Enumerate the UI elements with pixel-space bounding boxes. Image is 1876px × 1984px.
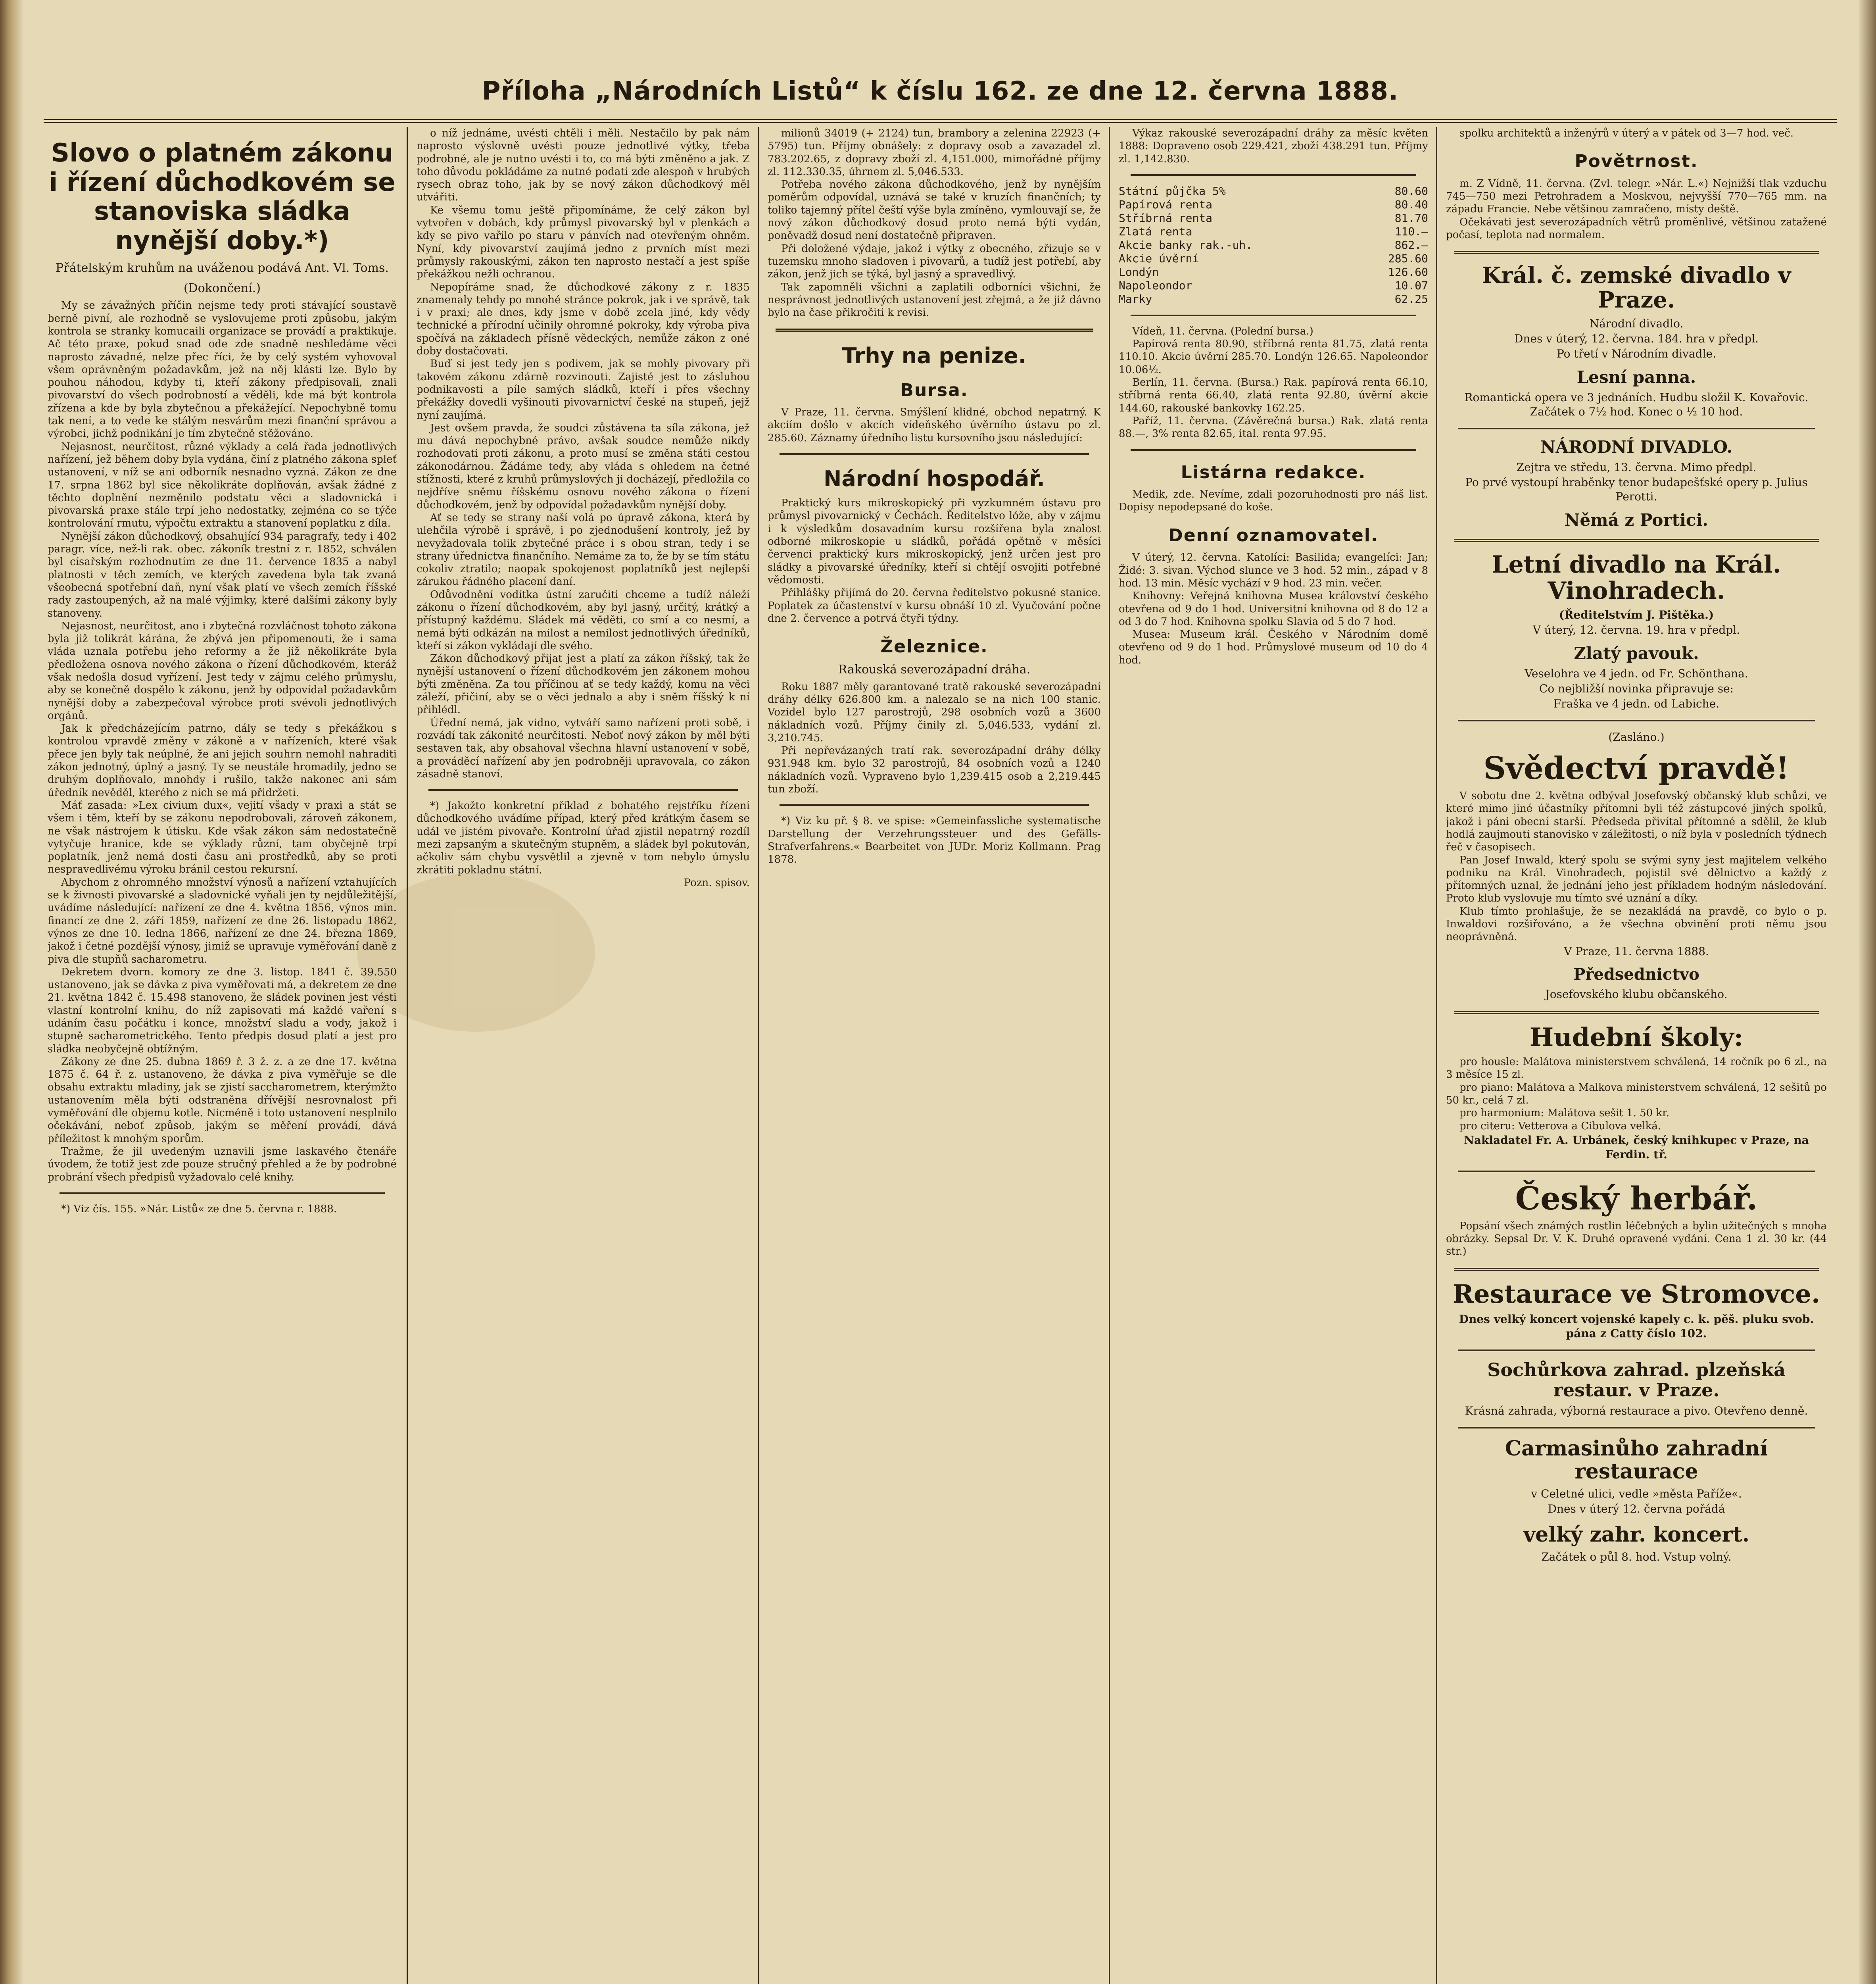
- notice-text: V sobotu dne 2. května odbýval Josefovský občanský klub schůzi, ve které mimo jiné účastníky přítomni byli též zástupcové jiných spolků, jakož i páni obecní starší. Předseda přivítal přítomné a sdělil, že klub hodlá zaujmouti stanovisko v záležitosti, o níž byla v posledních týdnech řeč v časopisech.: [1446, 790, 1827, 854]
- column-4: [1119, 127, 1428, 1984]
- article-paragraph: Dekretem dvorn. komory ze dne 3. listop. 1841 č. 39.550 ustanoveno, jak se dávka z piva vyměřovati má, a dekretem ze dne 21. května 1842 č. 15.498 stanoveno, že sládek povinen jest vésti vlastní kontrolní knihu, do níž zapisovati má každé vaření s udáním času počátku i konce, množství sladu a vody, jakož i stupně sacharometrického. Tento předpis dosud platí a jest pro sládka neobyčejně obtížným.: [48, 966, 397, 1055]
- ad-text: Krásná zahrada, výborná restaurace a pivo. Otevřeno denně.: [1465, 1404, 1808, 1418]
- newspaper-header: [44, 67, 1837, 123]
- exchange-rate-label: Marky: [1119, 292, 1152, 306]
- column-2: [417, 127, 750, 1984]
- section-divider: [1458, 1171, 1815, 1172]
- exchange-rate-value: 80.40: [1394, 198, 1428, 211]
- bursa-report: Berlín, 11. června. (Bursa.) Rak. papírová renta 66.10, stříbrná renta 66.40, zlatá renta 92.80, úvěrní akcie 144.60, rakouské bankovky 162.25.: [1119, 377, 1428, 414]
- exchange-rate-value: 285.60: [1388, 252, 1428, 265]
- notice-text: Klub tímto prohlašuje, že se nezakládá na pravdě, co bylo o p. Inwaldovi rozšiřováno, a že všechna obvinění proti němu jsou neoprávněná.: [1446, 905, 1827, 943]
- article-paragraph: milionů 34019 (+ 2124) tun, brambory a zelenina 22923 (+ 5795) tun. Příjmy obnášely: z dopravy osob a zavazadel zl. 783.202.65, z dopravy zboží zl. 4,151.000, mimořádné příjmy zl. 112.330.35, úhrnem zl. 5,046.533.: [768, 127, 1101, 178]
- article-continued: (Dokončení.): [183, 281, 261, 296]
- column-rule: [1109, 127, 1110, 1984]
- notice-text: Pan Josef Inwald, který spolu se svými syny jest majitelem velkého podniku na Král. Vinohradech, pojistil své dělnictvo a každý z přítomných uznal, že jednání jeho jest příkladem hodným následování. Proto klub vyslovuje mu tímto své uznání a díky.: [1446, 854, 1827, 905]
- ad-headline: Český herbář.: [1515, 1179, 1758, 1217]
- section-divider: [1454, 251, 1819, 254]
- theatre-line: Po prvé vystoupí hraběnky tenor budapešťské opery p. Julius Perotti.: [1465, 475, 1808, 503]
- exchange-rate-label: Londýn: [1119, 265, 1159, 279]
- column-1: [48, 127, 397, 1984]
- exchange-rate-row: [1119, 238, 1428, 252]
- exchange-rate-value: 862.—: [1394, 238, 1428, 252]
- article-paragraph: o níž jednáme, uvésti chtěli i měli. Nestačilo by pak nám naprosto výslovně uvésti pouze jednotlivé výtky, třeba podrobné, ale je nutno uvésti i to, co má býti změněno a jak. Z toho důvodu pokládáme za nutné podati zde alespoň v hrubých rysech obraz toho, jak by se nový zákon důchodkový měl utvářiti.: [417, 127, 750, 204]
- article-paragraph: Tak zapomněli všichni a zaplatili odborníci všichni, že nesprávnost jednotlivých ustanovení jest zřejmá, a že již dávno bylo na čase přikročiti k revisi.: [768, 281, 1101, 319]
- article-byline: Přátelským kruhům na uváženou podává Ant. Vl. Toms.: [56, 261, 389, 275]
- article-paragraph: Nynější zákon důchodkový, obsahující 934 paragrafy, tedy i 402 paragr. více, než-li rak. obec. zákoník trestní z r. 1852, schválen byl císařským rozhodnutím ze dne 11. července 1835 a nabyl platnosti v těch zemích, ve kterých zavedena byla tak zvaná všeobecná spotřební daň, nyní však platí ve všech zemích říšské rady zastoupených, až na malé výjimky, které dalšími zákony byly stanoveny.: [48, 530, 397, 619]
- article-paragraph: Zákony ze dne 25. dubna 1869 ř. 3 ž. z. a ze dne 17. května 1875 č. 64 ř. z. ustanoveno, že dávka z piva vyměřuje se dle obsahu extraktu mladiny, jak se zjistí saccharometrem, kterýmžto ustanovením měla býti odstraněna dřívější nesrovnalost při vyměřování dle objemu kotle. Nicméně i toto ustanovení nesplnilo očekávání, neboť způsob, jakým se měření provádí, dává příležitost k mnohým sporům.: [48, 1055, 397, 1145]
- article-paragraph: Roku 1887 měly garantované tratě rakouské severozápadní dráhy délky 626.800 km. a nalezalo se na nich 100 stanic. Vozidel bylo 127 parostrojů, 298 osobních vozů a 3600 nákladních vozů. Příjmy činily zl. 5,046.533, vydání zl. 3,210.745.: [768, 681, 1101, 744]
- ad-text: pro harmonium: Malátova sešit 1. 50 kr.: [1459, 1107, 1670, 1119]
- theatre-subtitle: (Ředitelstvím J. Pištěka.): [1559, 608, 1714, 622]
- theatre-line: V úterý, 12. června. 19. hra v předpl.: [1532, 623, 1740, 637]
- article-paragraph: Při doložené výdaje, jakož i výtky z obecného, zřizuje se v tuzemsku mnoho sladoven i pivovarů, a tudíž jest potřebí, aby zákon, jenž jich se týká, byl jasný a spravedlivý.: [768, 242, 1101, 281]
- header-title: Příloha „Národních Listů“ k číslu 162. ze dne 12. června 1888.: [482, 77, 1399, 106]
- column-3: [768, 127, 1101, 1984]
- column-rule: [758, 127, 759, 1984]
- notice-place-date: V Praze, 11. června 1888.: [1564, 944, 1709, 958]
- notice-text: spolku architektů a inženýrů v úterý a v pátek od 3—7 hod. več.: [1459, 127, 1794, 139]
- theatre-title: Letní divadlo na Král. Vinohradech.: [1492, 551, 1781, 605]
- article-paragraph: Knihovny: Veřejná knihovna Musea království českého otevřena od 9 do 1 hod. Universitní knihovna od 8 do 12 a od 3 do 7 hod. Knihovna spolku Slavia od 5 do 7 hod.: [1119, 590, 1428, 628]
- section-title-railways: Železnice.: [880, 636, 988, 657]
- section-title-editorial: Listárna redakce.: [1181, 462, 1366, 483]
- ad-text: pro citeru: Vetterova a Cibulova velká.: [1459, 1120, 1661, 1132]
- article-paragraph: Tražme, že jil uvedeným uznavili jsme laskavého čtenáře úvodem, že totiž jest zde pouze stručný přehled a že by podrobné probrání všech předpisů vyžadovalo celé knihy.: [48, 1145, 397, 1183]
- exchange-rate-row: [1119, 211, 1428, 225]
- exchange-rate-label: Stříbrná renta: [1119, 211, 1213, 225]
- article-paragraph: Ke všemu tomu ještě připomínáme, že celý zákon byl vytvořen v dobách, kdy průmysl pivovarský byl v plenkách a kdy se pivo vařilo po staru v pánvích nad otevřeným ohněm. Nyní, kdy pivovarství zaujímá jedno z prvních míst mezi průmysly rakouskými, zákon ten naprosto nestačí a jest spíše překážkou nežli ochranou.: [417, 204, 750, 281]
- theatre-line: Zejtra ve středu, 13. června. Mimo předpl.: [1516, 460, 1757, 474]
- article-paragraph: Máť zasada: »Lex civium dux«, vejití všady v praxi a stát se všem i těm, kteří by se zákonu nepodrobovali, zároveň zákonem, ne však nástrojem k útisku. Kde však zákon sám nedostatečně vytyčuje hranice, kde se výklady různí, tam obyčejně trpí poplatník, jenž nemá dosti času ani prostředků, aby se proti nespravedlivému výroku bránil cestou rekursní.: [48, 799, 397, 876]
- exchange-rate-row: [1119, 252, 1428, 265]
- section-divider: [1454, 539, 1819, 542]
- article-paragraph: My se závažných příčin nejsme tedy proti stávající soustavě berně pivní, ale rozhodně se vyslovujeme proti způsobu, jakým kontrola se stranky komucaili organizace se provádí a praktikuje. Ač této praxe, pokud snad ode zde snadně neshledáme věci naprosto závadné, nelze přec říci, že by celý systém vyhovoval všem oprávněným požadavkům, jež na něj klásti lze. Bylo by pouhou náhodou, kdyby ti, kteří zákony předpisovali, znali pivovarství do všech podrobností a věděli, kde má být kontrola zřízena a kde by byla zbytečnou a překážející. Nepochybně tomu tak není, a to vede ke stálým nesvárům mezi finanční správou a výrobci, jichž podnikání je tím zbytečně stěžováno.: [48, 300, 397, 440]
- ad-headline: velký zahr. koncert.: [1523, 1522, 1750, 1547]
- article-paragraph: Výkaz rakouské severozápadní dráhy za měsíc květen 1888: Dopraveno osob 229.421, zboží 438.291 tun. Příjmy zl. 1,142.830.: [1119, 127, 1428, 165]
- section-divider: [1131, 174, 1416, 176]
- section-divider: [1458, 1427, 1815, 1428]
- ad-headline: Carmasinůho zahradní restaurace: [1505, 1436, 1768, 1484]
- exchange-rate-value: 62.25: [1394, 292, 1428, 306]
- section-subtitle-bursa: Bursa.: [900, 380, 968, 400]
- weather-text: Očekávati jest severozápadních větrů proměnlivé, většinou zatažené počasí, teplota nad normalem.: [1446, 216, 1827, 241]
- exchange-rate-value: 10.07: [1394, 279, 1428, 292]
- exchange-rate-label: Akcie banky rak.-uh.: [1119, 238, 1253, 252]
- ad-text: Dnes velký koncert vojenské kapely c. k. pěš. pluku svob. pána z Catty číslo 102.: [1459, 1313, 1814, 1340]
- exchange-rate-value: 110.—: [1394, 225, 1428, 238]
- ad-text: Začátek o půl 8. hod. Vstup volný.: [1541, 1550, 1732, 1563]
- article-paragraph: Odůvodnění vodítka ústní zaručiti chceme a tudíž náleží zákonu o řízení důchodkovém, aby byl jasný, určitý, krátký a přístupný každému. Sládek má věděti, co smí a co nesmí, a nemá býti odkázán na milost a nemilost jednotlivých úředníků, kteří si zákon vykládají dle svého.: [417, 588, 750, 652]
- theatre-title: NÁRODNÍ DIVADLO.: [1540, 437, 1733, 457]
- section-divider: [776, 329, 1093, 332]
- theatre-line: Romantická opera ve 3 jednáních. Hudbu složil K. Kovařovic. Začátek o 7½ hod. Konec o ½ 10 hod.: [1464, 390, 1809, 418]
- ad-headline: Sochůrkova zahrad. plzeňská restaur. v Praze.: [1487, 1359, 1786, 1401]
- bursa-report: Paříž, 11. června. (Závěrečná bursa.) Rak. zlatá renta 88.—, 3% renta 82.65, ital. renta 97.95.: [1119, 415, 1428, 440]
- ad-text: Popsání všech známých rostlin léčebných a bylin užitečných s mnoha obrázky. Sepsal Dr. V. K. Druhé opravené vydání. Cena 1 zl. 30 kr. (44 str.): [1446, 1220, 1827, 1258]
- article-paragraph: Medik, zde. Nevíme, zdali pozoruhodnosti pro náš list. Dopisy nepodepsané do koše.: [1119, 488, 1428, 513]
- exchange-rate-row: [1119, 198, 1428, 211]
- footnote: *) Viz ku př. § 8. ve spise: »Gemeinfassliche systematische Darstellung der Verzehrungssteuer und des Gefälls-Strafverfahrens.« Bearbeitet von JUDr. Moriz Kollmann. Prag 1878.: [768, 815, 1101, 866]
- article-paragraph: Musea: Museum král. Českého v Národním domě otevřeno od 9 do 1 hod. Průmyslové museum od 10 do 4 hod.: [1119, 629, 1428, 666]
- exchange-rate-row: [1119, 265, 1428, 279]
- section-divider: [1458, 1350, 1815, 1351]
- article-paragraph: Abychom z ohromného množství výnosů a nařízení vztahujících se k živnosti pivovarské a sladovnické vyňali jen ty nejdůležitější, uvádíme následující: nařízení ze dne 4. května 1856, výnos min. financí ze dne 2. září 1859, nařízení ze dne 26. listopadu 1862, výnos ze dne 10. ledna 1866, nařízení ze dne 24. března 1869, jakož i četné pozdější výnosy, jimiž se upravuje vyměřování daně z piva dle stupňů sacharometru.: [48, 876, 397, 965]
- exchange-rate-label: Zlatá renta: [1119, 225, 1192, 238]
- section-divider: [1131, 449, 1416, 451]
- exchange-rate-label: Napoleondor: [1119, 279, 1192, 292]
- article-paragraph: Ať se tedy se strany naší volá po úpravě zákona, která by ulehčila výrobě i správě, i po zjednodušení kontroly, jež by nevyžadovala tolik zbytečné práce i s obou stran, tedy i se strany úřednictva finančního. Nemáme za to, že by se tím státu cokoliv ztratilo; naopak spokojenost poplatníků jest nejlepší zárukou řádného placení daní.: [417, 511, 750, 588]
- exchange-rate-value: 81.70: [1394, 211, 1428, 225]
- page-left-edge: [0, 0, 24, 1984]
- column-5: [1446, 127, 1827, 1984]
- article-paragraph: Úřední nemá, jak vidno, vytváří samo nařízení proti sobě, i rozvádí tak zákonité neurčitosti. Neboť nový zákon by měl býti sestaven tak, aby obsahoval všechna hlavní ustanovení v sobě, a prováděcí nařízení aby jen podrobněji upravovala, co zákon zásadně stanoví.: [417, 717, 750, 780]
- footnote: *) Jakožto konkretní příklad z bohatého rejstříku řízení důchodkového uvádíme případ, který před krátkým časem se udál ve jistém pivovaře. Kontrolní úřad zjistil nepatrný rozdíl mezi zapsaným a skutečným stupněm, a sládek byl pokutován, ačkoliv sám chybu vysvětlil a zjevně v tom nebylo úmyslu zkrátiti pokladnu státní.: [417, 800, 750, 876]
- article-paragraph: Jest ovšem pravda, že soudci zůstávena ta síla zákona, jež mu dává nepochybné právo, avšak soudce nemůže nikdy rozhodovati proti zákonu, a proto musí se změna státi cestou zákonodárnou. Žádáme tedy, aby vláda s ohledem na četné stížnosti, které z kruhů průmyslových ji docházejí, předložila co nejdříve sněmu říšskému osnovu nového zákona o řízení důchodkovém, jenž by odpovídal požadavkům nynější doby.: [417, 422, 750, 511]
- exchange-rate-label: Papírová renta: [1119, 198, 1213, 211]
- notice-signature: Josefovského klubu občanského.: [1545, 987, 1728, 1001]
- footnote-signature: Pozn. spisov.: [684, 877, 750, 889]
- ad-text: Dnes v úterý 12. června pořádá: [1548, 1502, 1725, 1515]
- exchange-rate-label: Státní půjčka 5%: [1119, 184, 1226, 198]
- exchange-rate-list: [1119, 185, 1428, 306]
- theatre-play: Lesní panna.: [1576, 367, 1696, 387]
- weather-text: m. Z Vídně, 11. června. (Zvl. telegr. »Nár. L.«) Nejnižší tlak vzduchu 745—750 mezi Petrohradem a Moskvou, nejvyšší 770—765 mm. na západu Francie. Nebe většinou zamračeno, místy deště.: [1446, 177, 1827, 215]
- article-paragraph: Jak k předcházejícím patrno, dály se tedy s překážkou s kontrolou vpravdě změny v zákoně a v nařízeních, které však přece jen byly tak neúplné, že ani jejich souhrn nemohl nahraditi zákon jednotný, úplný a jasný. Ty se neustále hromadily, jedno se druhým doplňovalo, mnohdy i rušilo, takže nakonec ani sám úředník nevěděl, kterého z nich se má přidržeti.: [48, 723, 397, 799]
- exchange-rate-label: Akcie úvěrní: [1119, 252, 1199, 265]
- section-title-markets: Trhy na penize.: [842, 343, 1027, 369]
- section-divider: [1458, 720, 1815, 721]
- article-paragraph: Buď si jest tedy jen s podivem, jak se mohly pivovary při takovém zákonu zdárně rozvinouti. Zajisté jest to zásluhou podnikavosti a píle samých sládků, kteří i přes všechny překážky dovedli vyšinouti pivovarnictví české na stupeň, jejž nyní zaujímá.: [417, 358, 750, 421]
- theatre-play: Němá z Portici.: [1565, 510, 1708, 530]
- article-paragraph: Potřeba nového zákona důchodkového, jenž by nynějším poměrům odpovídal, uznává se také v kruzích finančních; ty toliko tajemný přítel čeští výše byla zmíněno, vymlouvají se, že nový zákon důchodkový dosud proto nemá býti vydán, poněvadž dosud není dostatečně připraven.: [768, 179, 1101, 242]
- article-paragraph: Zákon důchodkový přijat jest a platí za zákon říšský, tak že nynější ustanovení o řízení důchodkovém jen zákonem mohou býti změněna. Za tou příčinou ať se tedy každý, komu na věci záleží, přičiní, aby se o věci jednalo a aby i sněm říšský k ní přihlédl.: [417, 653, 750, 716]
- notice-headline: Svědectví pravdě!: [1483, 750, 1790, 787]
- theatre-line: Veselohra ve 4 jedn. od Fr. Schönthana.: [1525, 667, 1748, 681]
- article-paragraph: Nepopíráme snad, že důchodkové zákony z r. 1835 znamenaly tehdy po mnohé stránce pokrok, jak i ve správě, tak i v praxi; ale dnes, kdy jsme v době zcela jiné, kdy vědy technické a přírodní učinily ohromné pokroky, kdy výroba piva spočívá na základech přísně vědeckých, nemůže zákon z oné doby dostačovati.: [417, 281, 750, 358]
- notice-signature: Předsednictvo: [1573, 965, 1699, 984]
- exchange-rate-row: [1119, 185, 1428, 198]
- column-rule: [1436, 127, 1437, 1984]
- section-subtitle: Rakouská severozápadní dráha.: [838, 662, 1031, 677]
- footnote-divider: [60, 1192, 385, 1194]
- section-title-economy: Národní hospodář.: [824, 466, 1045, 492]
- article-paragraph: Při nepřevázaných tratí rak. severozápadní dráhy délky 931.948 km. bylo 32 parostrojů, 84 osobních vozů a 1240 nákladních vozů. Vypraveno bylo 1,239.415 osob a 2,219.445 tun zboží.: [768, 745, 1101, 796]
- exchange-rate-row: [1119, 292, 1428, 306]
- exchange-rate-value: 126.60: [1388, 265, 1428, 279]
- ad-headline: Restaurace ve Stromovce.: [1452, 1279, 1820, 1309]
- exchange-rate-row: [1119, 279, 1428, 292]
- section-divider: [1131, 315, 1416, 316]
- theatre-title: Král. č. zemské divadlo v Praze.: [1482, 262, 1791, 313]
- ad-text: pro piano: Malátova a Malkova ministerstvem schválená, 12 sešitů po 50 kr., celá 7 zl.: [1446, 1081, 1827, 1106]
- exchange-rate-row: [1119, 225, 1428, 238]
- theatre-line: Dnes v úterý, 12. června. 184. hra v předpl.: [1514, 332, 1759, 345]
- article-title: Slovo o platném zákonu i řízení důchodkovém se stanoviska sládka nynější doby.*): [49, 138, 396, 256]
- ad-headline: Hudební školy:: [1529, 1022, 1744, 1052]
- footnote: *) Viz čís. 155. »Nár. Listů« ze dne 5. června r. 1888.: [61, 1203, 337, 1215]
- section-title-daily: Denní oznamovatel.: [1168, 525, 1379, 546]
- bursa-report-title: Vídeň, 11. června. (Polední bursa.): [1132, 325, 1313, 337]
- section-divider: [780, 453, 1089, 455]
- ad-text: pro housle: Malátova ministerstvem schválená, 14 ročník po 6 zl., na 3 měsíce 15 zl.: [1446, 1056, 1827, 1081]
- theatre-play: Zlatý pavouk.: [1574, 644, 1699, 663]
- article-paragraph: Přihlášky přijímá do 20. června ředitelstvo pokusné stanice. Poplatek za účastenství v kursu obnáší 10 zl. Vyučování počne dne 2. července a potrvá čtyři týdny.: [768, 587, 1101, 625]
- bursa-intro: V Praze, 11. června. Smýšlení klidné, obchod nepatrný. K akciím došlo v akcích vídeňského úvěrního ústavu po zl. 285.60. Záznamy úředního listu kursovního jsou následující:: [768, 406, 1101, 444]
- section-divider: [1458, 428, 1815, 429]
- article-paragraph: V úterý, 12. června. Katolíci: Basilida; evangelíci: Jan; Židé: 3. sivan. Východ slunce ve 3 hod. 52 min., západ v 8 hod. 13 min. Měsíc vychází v 9 hod. 23 min. večer.: [1119, 552, 1428, 589]
- article-paragraph: Nejasnost, neurčitost, ano i zbytečná rozvláčnost tohoto zákona byla již tolikrát kárána, že zbývá jen připomenouti, že i sama vláda uznala potřebu jeho reformy a že již několikráte byla předložena osnova nového zákona o řízení důchodkovém, kteráž však nedošla dosud vyřízení. Jest tedy v zájmu celého průmyslu, aby se konečně dospělo k zákonu, jenž by odpovídal požadavkům nynější doby a zabezpečoval výrobce proti svévoli jednotlivých orgánů.: [48, 620, 397, 722]
- weather-title: Povětrnost.: [1575, 151, 1698, 172]
- article-paragraph: Nejasnost, neurčitost, různé výklady a celá řada jednotlivých nařízení, jež během doby byla vydána, činí z platného zákona spleť ustanovení, v níž se ani odborník nesnadno vyzná. Zákon ze dne 17. srpna 1862 byl sice několikráte doplňován, avšak žádné z těchto doplnění nezměnilo podstatu věci a sladovnická i pivovarská praxe stále trpí jeho nedostatky, zejména co se týče kontrolování rmutu, výpočtu extraktu a stanovení poplatku z díla.: [48, 440, 397, 530]
- page-right-edge: [1858, 0, 1876, 1984]
- theatre-line: Fraška ve 4 jedn. od Labiche.: [1553, 697, 1720, 711]
- bursa-report: Papírová renta 80.90, stříbrná renta 81.75, zlatá renta 110.10. Akcie úvěrní 285.70. Londýn 126.65. Napoleondor 10.06½.: [1119, 338, 1428, 376]
- sent-label: (Zasláno.): [1608, 731, 1665, 744]
- section-divider: [1454, 1268, 1819, 1271]
- ad-text: v Celetné ulici, vedle »města Paříže«.: [1531, 1487, 1742, 1500]
- ad-publisher: Nakladatel Fr. A. Urbánek, český knihkupec v Praze, na Ferdin. tř.: [1464, 1133, 1809, 1161]
- theatre-line: Po třetí v Národním divadle.: [1556, 347, 1717, 360]
- article-paragraph: Praktický kurs mikroskopický při vyzkumném ústavu pro průmysl pivovarnický v Čechách. Ředitelstvo lóže, aby v zájmu i k výsledkům dosavadním kursu rozšířena byla znalost odborné mikroskopie u sládků, pořádá opětně v měsíci červenci praktický kurs mikroskopický, jenž určen jest pro sládky a pivovarské úředníky, kteří si chtějí osvojiti potřebné vědomosti.: [768, 497, 1101, 586]
- footnote-divider: [780, 804, 1089, 806]
- theatre-line: Co nejbližší novinka připravuje se:: [1539, 682, 1734, 696]
- column-rule: [407, 127, 408, 1984]
- section-divider: [1454, 1011, 1819, 1014]
- theatre-subtitle: Národní divadlo.: [1589, 317, 1684, 330]
- footnote-divider: [428, 789, 738, 791]
- exchange-rate-value: 80.60: [1394, 184, 1428, 198]
